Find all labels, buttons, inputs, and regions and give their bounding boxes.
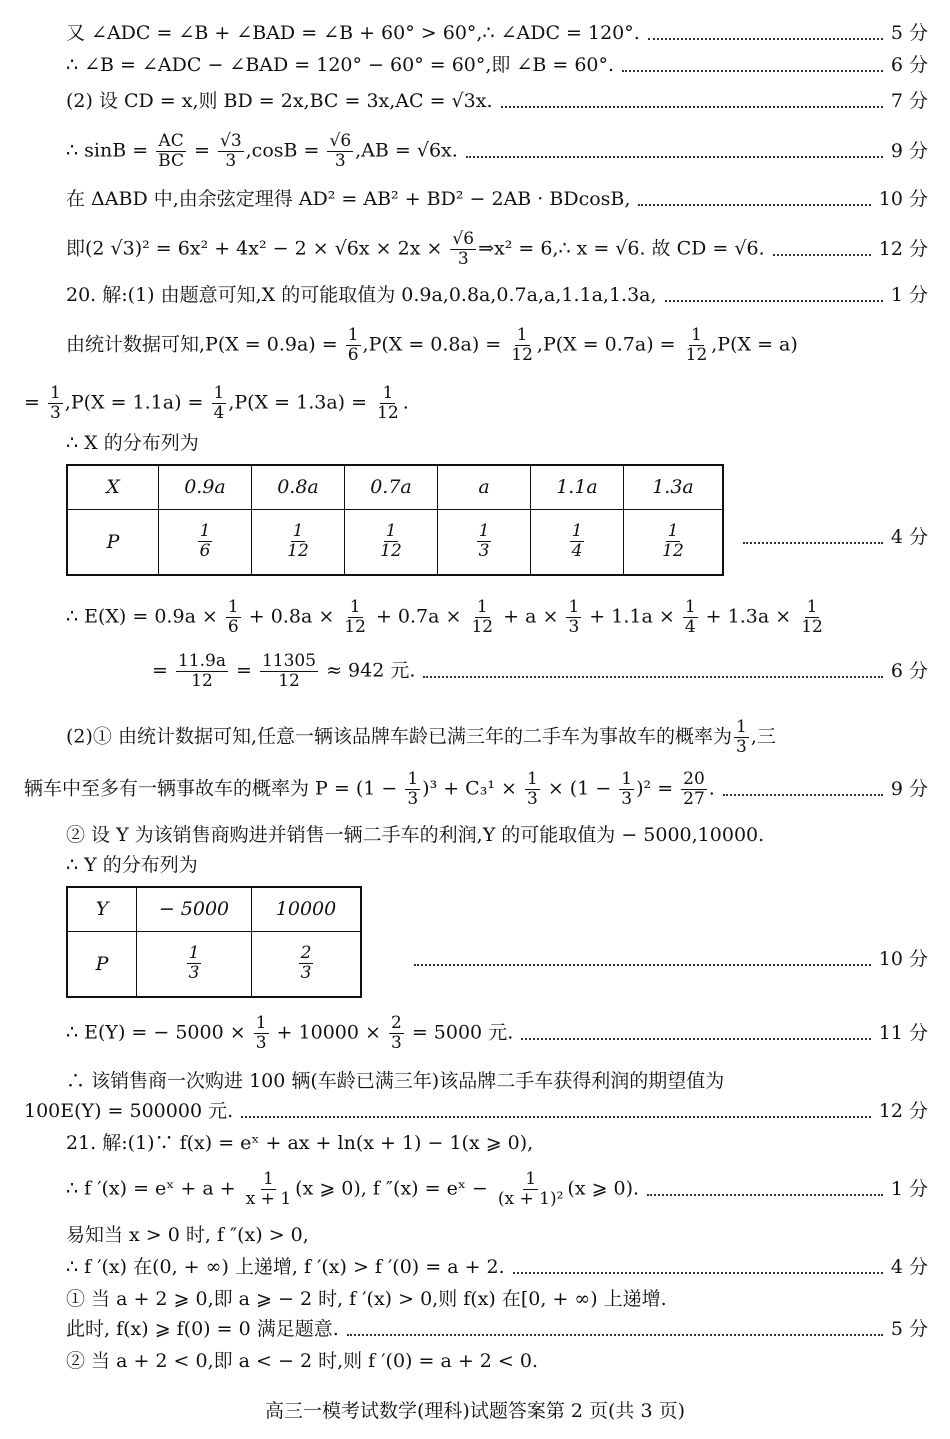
- table-cell: [438, 509, 531, 575]
- line-text: [66, 132, 458, 171]
- score-label: 1 分: [890, 1178, 928, 1200]
- score-label: 5 分: [890, 22, 928, 44]
- text-part: + a ×: [497, 605, 565, 628]
- numerator: 1: [292, 521, 304, 542]
- table-cell: 0.8a: [252, 465, 345, 509]
- text-part: ,P(X = a): [711, 333, 798, 356]
- table-cell: 0.9a: [159, 465, 252, 509]
- fraction: [496, 1170, 566, 1209]
- numerator: 1: [347, 325, 359, 345]
- text-part: =: [187, 139, 216, 161]
- fraction: [226, 598, 241, 637]
- text-part: =: [229, 659, 258, 681]
- text-part: ,P(X = 1.3a) =: [228, 391, 374, 414]
- line-text: 21. 解:(1)∵ f(x) = eˣ + ax + ln(x + 1) − 1(x ⩾ 0),: [66, 1132, 534, 1154]
- table-cell: [252, 931, 362, 997]
- denominator: 3: [390, 1032, 402, 1053]
- text-part: ,P(X = 0.8a) =: [362, 333, 508, 356]
- fraction: [342, 598, 368, 637]
- denominator: 3: [736, 737, 747, 757]
- numerator: 1: [49, 383, 61, 403]
- fraction: [254, 1014, 269, 1053]
- answer-line: [66, 20, 928, 46]
- text-part: ∴ f ′(x) = eˣ + a +: [66, 1177, 242, 1199]
- numerator: 2: [300, 943, 312, 964]
- table-score: [414, 946, 928, 972]
- numerator: 1: [526, 768, 538, 789]
- fraction: [218, 132, 244, 171]
- score-leader: [414, 964, 871, 966]
- score-label: 9 分: [890, 778, 928, 800]
- denominator: 12: [344, 617, 366, 637]
- numerator: 1: [568, 597, 580, 617]
- score-label: 12 分: [878, 238, 928, 260]
- numerator: 11.9a: [177, 650, 226, 671]
- fraction: [469, 598, 495, 637]
- denominator: 3: [225, 150, 237, 171]
- score-label: 12 分: [878, 1100, 928, 1122]
- table-cell: [159, 509, 252, 575]
- table-cell: 1.3a: [624, 465, 724, 509]
- line-text: 易知当 x > 0 时, f ″(x) > 0,: [66, 1224, 309, 1246]
- answer-line: [66, 228, 928, 269]
- line-text: [24, 770, 715, 809]
- answer-line: [66, 1286, 928, 1312]
- numerator: 1: [349, 597, 361, 617]
- answer-line: [66, 1222, 928, 1248]
- answer-line: [66, 88, 928, 114]
- text-part: 由统计数据可知,P(X = 0.9a) =: [66, 333, 344, 356]
- fraction: [285, 522, 311, 561]
- numerator: 1: [621, 768, 633, 789]
- fraction: [683, 598, 698, 637]
- text-part: ,三: [750, 725, 776, 748]
- fraction: [477, 522, 492, 561]
- answer-line: [66, 1168, 928, 1209]
- score-label: 10 分: [878, 188, 928, 210]
- numerator: 1: [476, 597, 488, 617]
- score-leader: [501, 106, 883, 108]
- score-label: 7 分: [890, 90, 928, 112]
- fraction: [619, 770, 634, 809]
- answer-line: [66, 597, 928, 637]
- fraction: [198, 522, 213, 561]
- score-label: 5 分: [890, 1318, 928, 1340]
- table-cell: Y: [67, 887, 137, 931]
- denominator: 4: [571, 541, 583, 562]
- fraction: [212, 384, 227, 423]
- text-part: + 10000 ×: [270, 1021, 387, 1043]
- table-cell: X: [67, 465, 159, 509]
- answer-line: [66, 1012, 928, 1053]
- line-text: 又 ∠ADC = ∠B + ∠BAD = ∠B + 60° > 60°,∴ ∠ADC = 120°.: [66, 22, 640, 44]
- numerator: 20: [683, 768, 705, 789]
- denominator: BC: [158, 150, 184, 171]
- numerator: 2: [390, 1012, 402, 1033]
- fraction: [187, 944, 202, 983]
- denominator: 6: [347, 345, 359, 365]
- line-text: [66, 230, 765, 269]
- score-leader: [466, 156, 883, 158]
- answer-line: [152, 650, 928, 691]
- line-text: 在 ΔABD 中,由余弦定理得 AD² = AB² + BD² − 2AB · BDcosB,: [66, 188, 631, 210]
- fraction: [566, 598, 581, 637]
- fraction: [799, 598, 825, 637]
- numerator: 1: [516, 325, 528, 345]
- answer-line: [66, 52, 928, 78]
- table-cell: − 5000: [137, 887, 252, 931]
- denominator: 12: [287, 541, 309, 562]
- line-text: ② 当 a + 2 < 0,即 a < − 2 时,则 f ′(0) = a + 2 < 0.: [66, 1350, 538, 1372]
- denominator: 12: [685, 345, 708, 365]
- score-leader: [665, 300, 883, 302]
- numerator: √6: [329, 130, 352, 151]
- numerator: 1: [691, 325, 702, 345]
- fraction: [389, 1014, 404, 1053]
- numerator: √3: [219, 130, 242, 151]
- table-cell: P: [67, 509, 159, 575]
- table-row: [67, 931, 361, 997]
- numerator: 1: [213, 383, 225, 403]
- answer-line: [66, 186, 928, 212]
- distribution-table-x: [66, 464, 724, 576]
- text-part: (x ⩾ 0), f ″(x) = eˣ −: [295, 1177, 494, 1199]
- numerator: 1: [188, 943, 200, 964]
- score-label: 10 分: [878, 948, 928, 970]
- score-label: 11 分: [878, 1022, 928, 1044]
- text-part: ∴ sinB =: [66, 139, 155, 161]
- text-part: .: [708, 777, 715, 799]
- text-part: =: [152, 659, 174, 681]
- table-cell: [624, 509, 724, 575]
- table-cell: [345, 509, 438, 575]
- fraction: [525, 770, 540, 809]
- score-leader: [773, 254, 871, 256]
- table-row: [67, 887, 361, 931]
- fraction: [681, 770, 707, 809]
- text-part: 辆车中至多有一辆事故车的概率为 P = (1 −: [24, 777, 404, 799]
- numerator: 1: [385, 521, 397, 542]
- answer-line: [66, 1130, 928, 1156]
- answer-line: [24, 1098, 928, 1124]
- denominator: 12: [511, 345, 533, 365]
- fraction: [684, 326, 710, 365]
- denominator: (x + 1)²: [497, 1188, 564, 1209]
- text-part: × (1 −: [541, 777, 618, 799]
- line-text: ② 设 Y 为该销售商购进并销售一辆二手车的利润,Y 的可能取值为 − 5000,10000.: [66, 824, 765, 846]
- text-part: ⇒x² = 6,∴ x = √6. 故 CD = √6.: [478, 237, 765, 259]
- denominator: 3: [621, 788, 633, 809]
- denominator: 3: [334, 150, 346, 171]
- denominator: 3: [478, 541, 490, 562]
- denominator: 3: [407, 788, 419, 809]
- text-part: (2)① 由统计数据可知,任意一辆该品牌车龄已满三年的二手车为事故车的概率为: [66, 725, 732, 748]
- numerator: 1: [736, 717, 747, 737]
- score-label: 6 分: [890, 54, 928, 76]
- answer-line: [66, 852, 928, 878]
- table-cell: 0.7a: [345, 465, 438, 509]
- text-part: .: [402, 391, 409, 414]
- fraction: [378, 522, 404, 561]
- numerator: 1: [199, 521, 211, 542]
- table-score: [743, 524, 928, 550]
- line-text: ∴ 该销售商一次购进 100 辆(车龄已满三年)该品牌二手车获得利润的期望值为: [66, 1070, 725, 1092]
- text-part: ≈ 942 元.: [320, 659, 416, 681]
- line-text: [66, 1170, 639, 1209]
- score-leader: [638, 204, 870, 206]
- score-leader: [241, 1116, 871, 1118]
- numerator: 1: [684, 597, 696, 617]
- text-part: ,P(X = 1.1a) =: [64, 391, 210, 414]
- line-text: 20. 解:(1) 由题意可知,X 的可能取值为 0.9a,0.8a,0.7a,a,1.1a,1.3a,: [66, 284, 657, 306]
- table-cell: [137, 931, 252, 997]
- answer-line: [24, 768, 928, 809]
- text-part: ∴ E(Y) = − 5000 ×: [66, 1021, 252, 1043]
- score-leader: [513, 1272, 883, 1274]
- denominator: 4: [213, 403, 225, 423]
- score-leader: [622, 70, 883, 72]
- text-part: 即(2 √3)² = 6x² + 4x² − 2 × √6x × 2x ×: [66, 237, 449, 259]
- score-label: 1 分: [890, 284, 928, 306]
- denominator: 27: [683, 788, 705, 809]
- denominator: 12: [662, 541, 684, 562]
- numerator: 1: [227, 597, 239, 617]
- fraction: [405, 770, 420, 809]
- table-cell: 1.1a: [531, 465, 624, 509]
- line-text: [66, 1014, 513, 1053]
- numerator: 11305: [261, 650, 317, 671]
- fraction: [176, 652, 228, 691]
- line-text: ∴ X 的分布列为: [66, 432, 199, 454]
- text-part: = 5000 元.: [405, 1021, 514, 1043]
- fraction: [660, 522, 686, 561]
- denominator: 3: [526, 788, 538, 809]
- numerator: 1: [525, 1168, 537, 1189]
- fraction: [570, 522, 585, 561]
- line-text: [152, 652, 415, 691]
- denominator: 12: [377, 403, 399, 423]
- text-part: + 1.3a ×: [699, 605, 798, 628]
- fraction: [509, 326, 535, 365]
- line-text: 此时, f(x) ⩾ f(0) = 0 满足题意.: [66, 1318, 339, 1340]
- fraction: [48, 384, 63, 423]
- denominator: 4: [684, 617, 696, 637]
- denominator: 12: [380, 541, 402, 562]
- fraction: [734, 718, 749, 757]
- answer-line: [66, 430, 928, 456]
- answer-line: [66, 130, 928, 171]
- numerator: 1: [255, 1012, 267, 1033]
- page-footer: 高三一模考试数学(理科)试题答案第 2 页(共 3 页): [265, 1400, 685, 1422]
- table-cell: [252, 509, 345, 575]
- fraction: [299, 944, 314, 983]
- answer-line: [66, 1316, 928, 1342]
- numerator: 1: [382, 383, 394, 403]
- denominator: 12: [191, 670, 213, 691]
- numerator: √6: [452, 228, 475, 249]
- denominator: 12: [471, 617, 494, 637]
- denominator: 3: [188, 963, 200, 984]
- numerator: 1: [478, 521, 490, 542]
- numerator: 1: [571, 521, 583, 542]
- score-leader: [423, 676, 882, 678]
- denominator: 3: [300, 963, 312, 984]
- line-text: 100E(Y) = 500000 元.: [24, 1100, 234, 1122]
- text-part: )² =: [636, 777, 680, 799]
- denominator: 6: [227, 617, 239, 637]
- table-cell: 10000: [252, 887, 362, 931]
- score-label: 4 分: [890, 1256, 928, 1278]
- answer-line: [66, 717, 928, 757]
- line-text: ∴ Y 的分布列为: [66, 854, 198, 876]
- denominator: x + 1: [245, 1188, 292, 1209]
- score-leader: [647, 1194, 883, 1196]
- score-leader: [648, 38, 883, 40]
- table-row: [67, 465, 723, 509]
- table-cell: [531, 509, 624, 575]
- denominator: 3: [255, 1032, 267, 1053]
- fraction: [156, 132, 186, 171]
- denominator: 12: [278, 670, 300, 691]
- fraction: [450, 230, 476, 269]
- numerator: 1: [667, 521, 679, 542]
- fraction: [327, 132, 353, 171]
- text-part: =: [24, 391, 46, 414]
- numerator: 1: [806, 597, 818, 617]
- score-leader: [743, 542, 883, 544]
- score-label: 4 分: [890, 526, 928, 548]
- text-part: ,P(X = 0.7a) =: [536, 333, 682, 356]
- line-text: (2) 设 CD = x,则 BD = 2x,BC = 3x,AC = √3x.: [66, 90, 493, 112]
- denominator: 3: [49, 403, 61, 423]
- text-part: + 1.1a ×: [583, 605, 681, 628]
- line-text: ∴ f ′(x) 在(0, + ∞) 上递增, f ′(x) > f ′(0) = a + 2.: [66, 1256, 505, 1278]
- text-part: ,cosB =: [245, 139, 326, 161]
- score-leader: [723, 794, 883, 796]
- fraction: [260, 652, 318, 691]
- denominator: 6: [199, 541, 211, 562]
- text-part: + 0.8a ×: [242, 605, 341, 628]
- text-part: ,AB = √6x.: [355, 139, 458, 161]
- score-label: 9 分: [890, 140, 928, 162]
- fraction: [346, 326, 361, 365]
- line-text: ∴ ∠B = ∠ADC − ∠BAD = 120° − 60° = 60°,即 ∠B = 60°.: [66, 54, 615, 76]
- score-leader: [521, 1038, 871, 1040]
- text-part: )³ + C₃¹ ×: [422, 777, 523, 799]
- denominator: 12: [801, 617, 823, 637]
- line-text: ① 当 a + 2 ⩾ 0,即 a ⩾ − 2 时, f ′(x) > 0,则 f(x) 在[0, + ∞) 上递增.: [66, 1288, 667, 1310]
- text-part: + 0.7a ×: [369, 605, 468, 628]
- denominator: 3: [457, 248, 469, 269]
- numerator: 1: [407, 768, 419, 789]
- answer-line: [66, 1068, 928, 1094]
- answer-line: [66, 325, 928, 365]
- text-part: (x ⩾ 0).: [567, 1177, 640, 1199]
- answer-line: [66, 822, 928, 848]
- table-cell: P: [67, 931, 137, 997]
- table-cell: a: [438, 465, 531, 509]
- denominator: 3: [568, 617, 580, 637]
- fraction: [244, 1170, 293, 1209]
- answer-line: [24, 383, 928, 423]
- numerator: 1: [263, 1168, 274, 1189]
- text-part: ∴ E(X) = 0.9a ×: [66, 605, 224, 628]
- answer-line: [66, 1254, 928, 1280]
- numerator: AC: [158, 130, 184, 151]
- answer-line: [66, 1348, 928, 1374]
- distribution-table-y: [66, 886, 362, 998]
- table-row: [67, 509, 723, 575]
- score-label: 6 分: [890, 660, 928, 682]
- answer-line: [66, 282, 928, 308]
- score-leader: [347, 1334, 883, 1336]
- fraction: [375, 384, 401, 423]
